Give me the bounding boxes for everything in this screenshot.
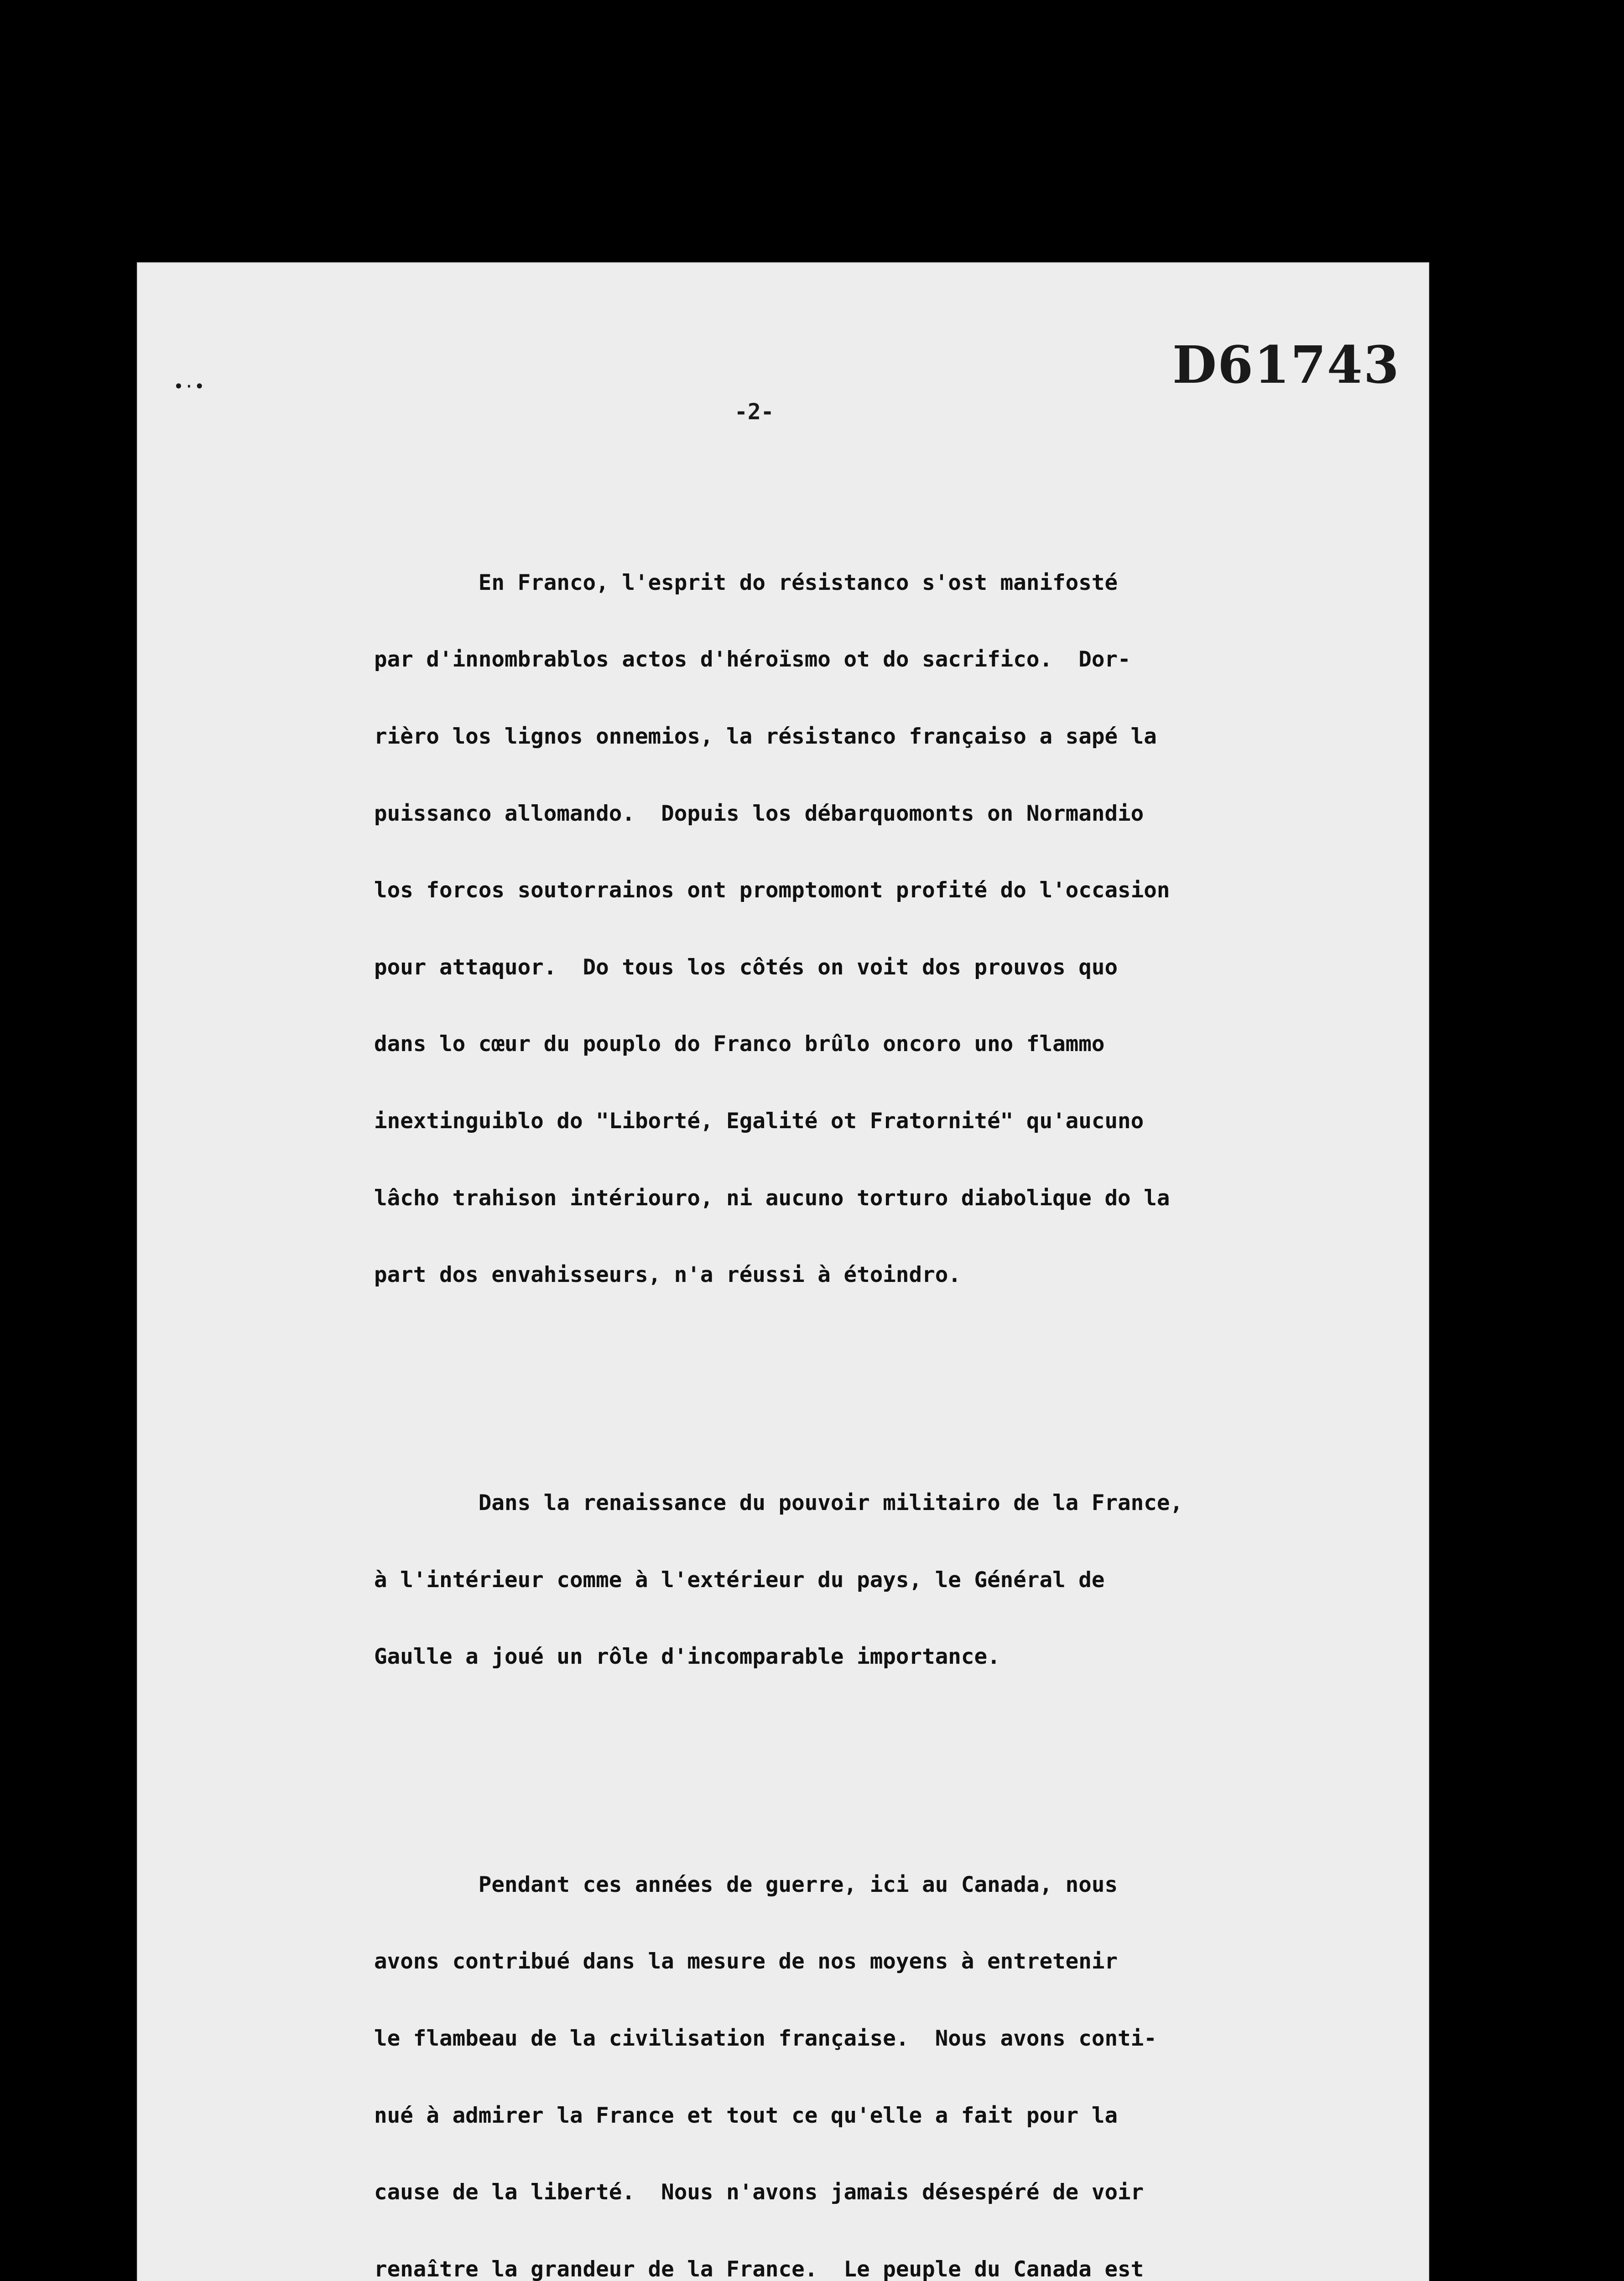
text-line: le flambeau de la civilisation française. Nous avons conti- — [374, 2026, 1157, 2051]
paragraph-resistance — [374, 519, 1419, 1339]
text-line: pour attaquor. Do tous los côtés on voit dos prouvos quo — [374, 954, 1118, 980]
text-line: Dans la renaissance du pouvoir militairo de la France, — [374, 1490, 1183, 1515]
text-line: Pendant ces années de guerre, ici au Canada, nous — [374, 1872, 1118, 1897]
text-line: lâcho trahison intériouro, ni aucuno torturo diabolique do la — [374, 1185, 1170, 1211]
document-number: D61743 — [1172, 335, 1400, 395]
document-page — [137, 262, 1429, 2281]
text-line: Gaulle a joué un rôle d'incomparable importance. — [374, 1644, 1000, 1670]
text-line: renaître la grandeur de la France. Le peuple du Canada est — [374, 2256, 1144, 2281]
text-line: puissanco allomando. Dopuis los débarquomonts on Normandio — [374, 801, 1144, 826]
margin-mark: •·• — [173, 376, 205, 396]
text-line: inextinguiblo do "Liborté, Egalité ot Fratornité" qu'aucuno — [374, 1109, 1144, 1134]
paragraph-military-power — [374, 1439, 1419, 1721]
text-line: dans lo cœur du pouplo do Franco brûlo oncoro uno flammo — [374, 1031, 1105, 1057]
text-line: nué à admirer la France et tout ce qu'elle a fait pour la — [374, 2103, 1118, 2128]
text-line: part dos envahisseurs, n'a réussi à étoindro. — [374, 1262, 961, 1288]
letter-body — [374, 468, 1419, 2281]
text-line: à l'intérieur comme à l'extérieur du pays, le Général de — [374, 1567, 1105, 1593]
text-line: rièro los lignos onnemios, la résistanco françaiso a sapé la — [374, 724, 1157, 750]
text-line: los forcos soutorrainos ont promptomont profité do l'occasion — [374, 878, 1170, 903]
text-line: cause de la liberté. Nous n'avons jamais désespéré de voir — [374, 2180, 1144, 2205]
paragraph-canada-war-years — [374, 1821, 1419, 2281]
page-number: -2- — [734, 399, 774, 425]
text-line: par d'innombrablos actos d'héroïsmo ot do sacrifico. Dor- — [374, 647, 1131, 672]
text-line: En Franco, l'esprit do résistanco s'ost manifosté — [374, 570, 1118, 595]
text-line: avons contribué dans la mesure de nos moyens à entretenir — [374, 1949, 1118, 1974]
